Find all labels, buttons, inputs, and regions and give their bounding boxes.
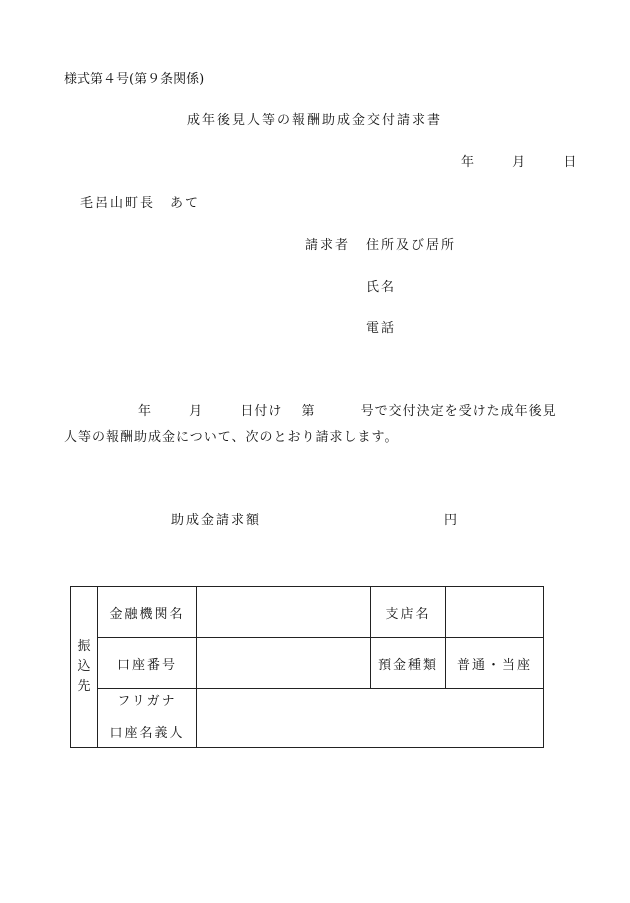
body-line-1 xyxy=(138,400,557,419)
requester-name-label: 氏名 xyxy=(366,280,397,295)
transfer-destination-char-2: 込 xyxy=(77,659,91,674)
account-holder-field[interactable] xyxy=(197,689,544,748)
transfer-destination-char-3: 先 xyxy=(77,679,91,694)
furigana-label: フリガナ xyxy=(117,694,177,709)
date-year-label: 年 xyxy=(461,155,475,170)
requester-label: 請求者 xyxy=(305,238,351,253)
account-holder-label: 口座名義人 xyxy=(109,726,185,741)
institution-name-field[interactable] xyxy=(197,587,371,638)
transfer-destination-label xyxy=(71,587,98,748)
body-number-prefix: 第 xyxy=(301,404,316,419)
addressee: 毛呂山町長 あて xyxy=(80,196,201,211)
requester-address-label: 住所及び居所 xyxy=(366,238,457,253)
branch-name-field[interactable] xyxy=(446,587,544,638)
deposit-type-label: 預金種類 xyxy=(371,638,446,689)
date-line xyxy=(461,151,576,170)
deposit-type-value[interactable]: 普通・当座 xyxy=(446,638,544,689)
account-number-field[interactable] xyxy=(197,638,371,689)
branch-name-label: 支店名 xyxy=(371,587,446,638)
date-day-label: 日 xyxy=(563,155,577,170)
account-holder-label-cell xyxy=(98,689,197,748)
body-year: 年 xyxy=(138,404,153,419)
amount-unit: 円 xyxy=(444,513,458,528)
body-line-1-tail: 号で交付決定を受けた成年後見 xyxy=(360,404,557,419)
requester-phone-label: 電話 xyxy=(366,321,397,336)
account-number-label: 口座番号 xyxy=(98,638,197,689)
body-line-2: 人等の報酬助成金について、次のとおり請求します。 xyxy=(64,430,399,445)
body-month: 月 xyxy=(189,404,204,419)
transfer-destination-char-1: 振 xyxy=(77,639,91,654)
institution-name-label: 金融機関名 xyxy=(98,587,197,638)
bank-transfer-table xyxy=(70,586,544,748)
form-number: 様式第４号(第９条関係) xyxy=(64,72,205,87)
document-title: 成年後見人等の報酬助成金交付請求書 xyxy=(187,113,443,128)
body-day-dated: 日付け xyxy=(240,404,283,419)
amount-label: 助成金請求額 xyxy=(171,513,262,528)
date-month-label: 月 xyxy=(512,155,526,170)
